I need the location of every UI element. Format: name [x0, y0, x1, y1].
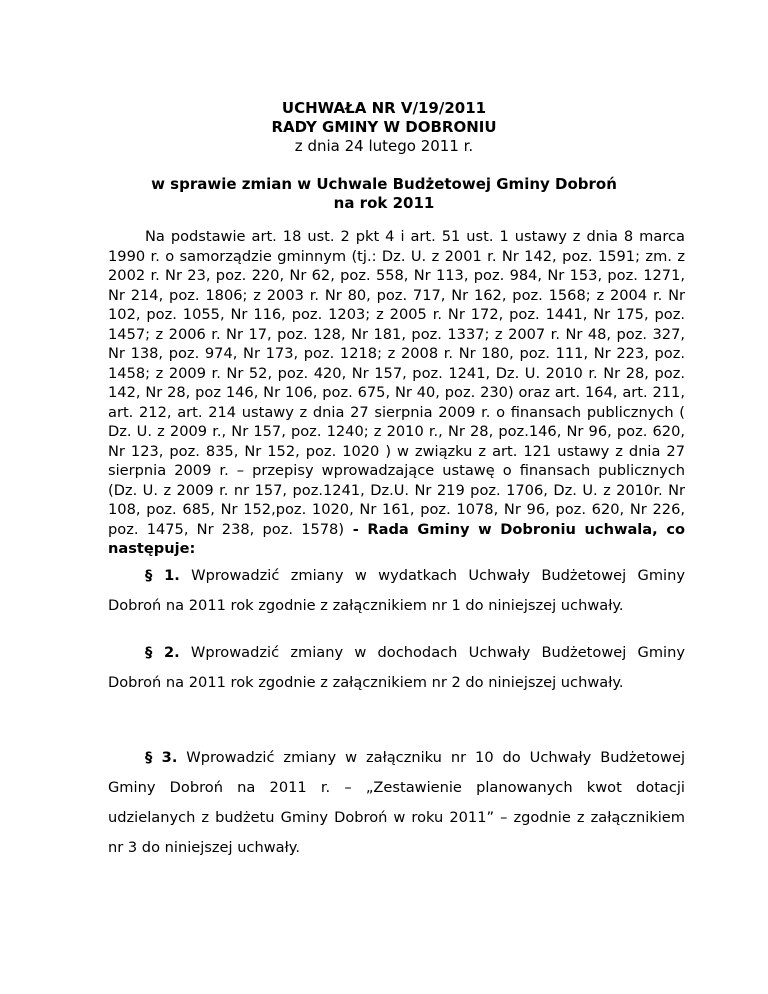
- resolution-number: UCHWAŁA NR V/19/2011: [281, 99, 487, 117]
- council-name: RADY GMINY W DOBRONIU: [271, 118, 497, 136]
- resolution-subject: [0, 175, 768, 213]
- paragraph-3: [108, 743, 685, 863]
- legal-basis-preamble: [108, 227, 685, 559]
- subject-line-1: w sprawie zmian w Uchwale Budżetowej Gminy Dobroń: [151, 175, 617, 193]
- paragraph-1: [108, 561, 685, 621]
- paragraph-3-text: Wprowadzić zmiany w załączniku nr 10 do Uchwały Budżetowej Gminy Dobroń na 2011 r. – „Zestawienie planowanych kwot dotacji udzielanych z budżetu Gminy Dobroń w roku 2011” – zgodnie z załącznikiem nr 3 do niniejszej uchwały.: [108, 749, 685, 856]
- preamble-text: Na podstawie art. 18 ust. 2 pkt 4 i art. 51 ust. 1 ustawy z dnia 8 marca 1990 r. o samorządzie gminnym (tj.: Dz. U. z 2001 r. Nr 142, poz. 1591; zm. z 2002 r. Nr 23, poz. 220, Nr 62, poz. 558, Nr 113, poz. 984, Nr 153, poz. 1271, Nr 214, poz. 1806; z 2003 r. Nr 80, poz. 717, Nr 162, poz. 1568; z 2004 r. Nr 102, poz. 1055, Nr 116, poz. 1203; z 2005 r. Nr 172, poz. 1441, Nr 175, poz. 1457; z 2006 r. Nr 17, poz. 128, Nr 181, poz. 1337; z 2007 r. Nr 48, poz. 327, Nr 138, poz. 974, Nr 173, poz. 1218; z 2008 r. Nr 180, poz. 111, Nr 223, poz. 1458; z 2009 r. Nr 52, poz. 420, Nr 157, poz. 1241, Dz. U. 2010 r. Nr 28, poz. 142, Nr 28, poz 146, Nr 106, poz. 675, Nr 40, poz. 230) oraz art. 164, art. 211, art. 212, art. 214 ustawy z dnia 27 sierpnia 2009 r. o finansach publicznych ( Dz. U. z 2009 r., Nr 157, poz. 1240; z 2010 r., Nr 28, poz.146, Nr 96, poz. 620, Nr 123, poz. 835, Nr 152, poz. 1020 ) w związku z art. 121 ustawy z dnia 27 sierpnia 2009 r. – przepisy wprowadzające ustawę o finansach publicznych (Dz. U. z 2009 r. nr 157, poz.1241, Dz.U. Nr 219 poz. 1706, Dz. U. z 2010r. Nr 108, poz. 685, Nr 152,poz. 1020, Nr 161, poz. 1078, Nr 96, poz. 620, Nr 226, poz. 1475, Nr 238, poz. 1578): [108, 228, 685, 538]
- paragraph-3-sign: § 3.: [145, 749, 178, 766]
- resolution-date: z dnia 24 lutego 2011 r.: [294, 137, 474, 155]
- paragraph-1-text: Wprowadzić zmiany w wydatkach Uchwały Budżetowej Gminy Dobroń na 2011 rok zgodnie z załącznikiem nr 1 do niniejszej uchwały.: [108, 567, 685, 614]
- paragraph-1-sign: § 1.: [145, 567, 180, 584]
- subject-line-2: na rok 2011: [333, 194, 435, 212]
- paragraph-2-sign: § 2.: [145, 644, 180, 661]
- paragraph-2-text: Wprowadzić zmiany w dochodach Uchwały Budżetowej Gminy Dobroń na 2011 rok zgodnie z załącznikiem nr 2 do niniejszej uchwały.: [108, 644, 686, 691]
- paragraph-2: [108, 638, 685, 698]
- document-header: [0, 99, 768, 156]
- preamble-resolution-clause: - Rada Gminy w Dobroniu uchwala, co następuje:: [108, 520, 686, 557]
